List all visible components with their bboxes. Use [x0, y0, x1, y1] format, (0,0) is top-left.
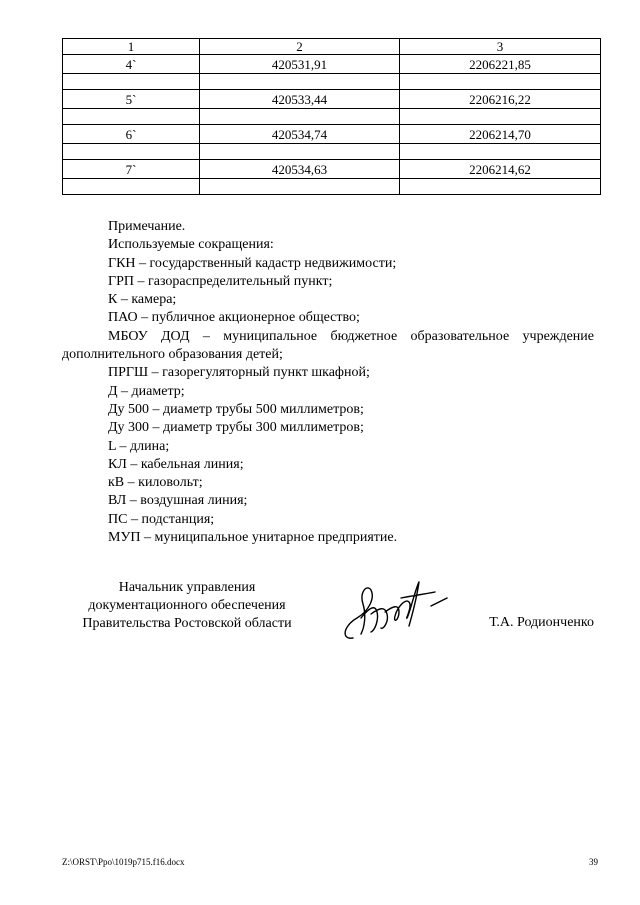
x-cell: 420534,74	[200, 125, 400, 144]
abbreviation-item: ГКН – государственный кадастр недвижимости;	[108, 255, 397, 271]
position-line: Начальник управления	[118, 580, 256, 595]
abbreviation-item: ПАО – публичное акционерное общество;	[108, 310, 360, 326]
abbreviation-item: МУП – муниципальное унитарное предприятие.	[108, 530, 398, 546]
abbreviation-item: кВ – киловольт;	[108, 475, 203, 491]
signatory-position	[62, 579, 312, 633]
table-blank-row	[63, 109, 601, 125]
abbreviation-item: ПРГШ – газорегуляторный пункт шкафной;	[108, 365, 370, 381]
file-path: Z:\ORST\Ppo\1019p715.f16.docx	[62, 857, 185, 867]
x-cell: 420533,44	[200, 90, 400, 109]
table-row	[63, 90, 601, 109]
abbreviation-item: ВЛ – воздушная линия;	[108, 493, 248, 509]
coordinates-table	[62, 38, 601, 195]
page-number: 39	[589, 857, 598, 867]
abbreviation-item: ПС – подстанция;	[108, 511, 215, 527]
table-row	[63, 55, 601, 74]
handwritten-signature	[335, 568, 455, 648]
x-cell: 420531,91	[200, 55, 400, 74]
y-cell: 2206216,22	[400, 90, 601, 109]
notes-section	[62, 218, 594, 547]
abbreviation-item: Ду 500 – диаметр трубы 500 миллиметров;	[108, 401, 364, 417]
point-cell: 6`	[63, 125, 200, 144]
table-blank-row	[63, 144, 601, 160]
y-cell: 2206214,62	[400, 160, 601, 179]
position-line: документационного обеспечения	[88, 598, 286, 613]
table-row	[63, 160, 601, 179]
y-cell: 2206221,85	[400, 55, 601, 74]
table-row	[63, 125, 601, 144]
table-blank-row	[63, 74, 601, 90]
header-cell: 1	[63, 39, 200, 55]
abbreviation-item: Ду 300 – диаметр трубы 300 миллиметров;	[108, 420, 364, 436]
abbreviation-item: ГРП – газораспределительный пункт;	[108, 273, 333, 289]
abbreviation-item: Д – диаметр;	[108, 383, 185, 399]
abbreviation-item: МБОУ ДОД – муниципальное бюджетное образовательное учреждение	[108, 328, 594, 344]
abbreviation-item: КЛ – кабельная линия;	[108, 456, 244, 472]
position-line: Правительства Ростовской области	[82, 616, 292, 631]
point-cell: 4`	[63, 55, 200, 74]
table-blank-row	[63, 179, 601, 195]
notes-intro: Используемые сокращения:	[108, 237, 274, 253]
signatory-name: Т.А. Родионченко	[489, 615, 594, 630]
x-cell: 420534,63	[200, 160, 400, 179]
point-cell: 5`	[63, 90, 200, 109]
header-cell: 3	[400, 39, 601, 55]
header-cell: 2	[200, 39, 400, 55]
notes-title: Примечание.	[108, 219, 186, 234]
abbreviation-item-continuation: дополнительного образования детей;	[62, 347, 283, 363]
y-cell: 2206214,70	[400, 125, 601, 144]
point-cell: 7`	[63, 160, 200, 179]
abbreviation-item: L – длина;	[108, 438, 170, 454]
table-header-row	[63, 39, 601, 55]
abbreviation-item: К – камера;	[108, 292, 177, 308]
